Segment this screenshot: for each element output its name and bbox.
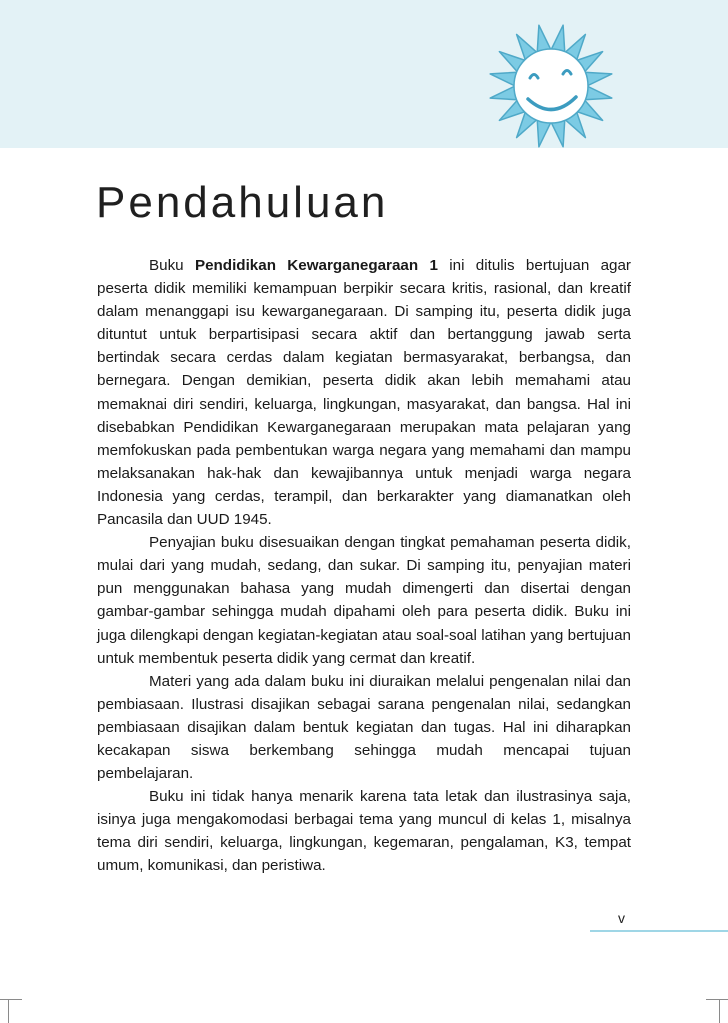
paragraph-1-rest: ini ditulis bertujuan agar peserta didik memiliki kemampuan berpikir secara kritis, rasional, dan kreatif dalam menanggapi isu kewarganegaraan. Di samping itu, peserta didik juga dituntut untuk berpartisipasi secara aktif dan bertanggung jawab serta bertindak secara cerdas dalam kegiatan bermasyarakat, berbangsa, dan bernegara. Dengan demikian, peserta didik akan lebih memahami atau memaknai diri sendiri, keluarga, lingkungan, masyarakat, dan bangsa. Hal ini disebabkan Pendidikan Kewarganegaraan merupakan mata pelajaran yang memfokuskan pada pembentukan warga negara yang memahami dan mampu melaksanakan hak-hak dan kewajibannya untuk menjadi warga negara Indonesia yang cerdas, terampil, dan berkarakter yang diamanatkan oleh Pancasila dan UUD 1945. xyxy=(97,257,631,529)
paragraph-1-intro: Buku xyxy=(149,257,195,274)
paragraph-3: Materi yang ada dalam buku ini diuraikan melalui pengenalan nilai dan pembiasaan. Ilustrasi disajikan sebagai sarana pengenalan nilai, sedangkan pembiasaan disajikan dalam bentuk kegiatan dan tugas. Hal ini diharapkan kecakapan siswa berkembang sehingga mudah mencapai tujuan pembelajaran. xyxy=(97,672,631,783)
paragraph-4: Buku ini tidak hanya menarik karena tata letak dan ilustrasinya saja, isinya juga mengakomodasi berbagai tema yang muncul di kelas 1, misalnya tema diri sendiri, keluarga, lingkungan, kegemaran, pengalaman, K3, tempat umum, komunikasi, dan peristiwa. xyxy=(97,788,631,875)
paragraph-2: Penyajian buku disesuaikan dengan tingkat pemahaman peserta didik, mulai dari yang mudah, sedang, dan sukar. Di samping itu, penyajian materi pun menggunakan bahasa yang mudah dimengerti dan disertai dengan gambar-gambar sehingga mudah dipahami oleh para peserta didik. Buku ini juga dilengkapi dengan kegiatan-kegiatan atau soal-soal latihan yang bertujuan untuk membentuk peserta didik yang cermat dan kreatif. xyxy=(97,534,631,667)
footer-rule xyxy=(590,930,728,932)
crop-mark-right-horizontal xyxy=(706,999,728,1000)
sun-face xyxy=(514,49,588,123)
book-title-bold: Pendidikan Kewarganegaraan 1 xyxy=(194,257,438,274)
crop-mark-right-vertical xyxy=(719,1000,720,1023)
page-number: v xyxy=(618,910,625,926)
page-title: Pendahuluan xyxy=(96,178,389,227)
body-text xyxy=(97,254,631,878)
crop-mark-left-horizontal xyxy=(0,999,22,1000)
crop-mark-left-vertical xyxy=(8,1000,9,1023)
smiling-sun-icon xyxy=(468,2,634,152)
paragraph-1 xyxy=(97,254,631,531)
